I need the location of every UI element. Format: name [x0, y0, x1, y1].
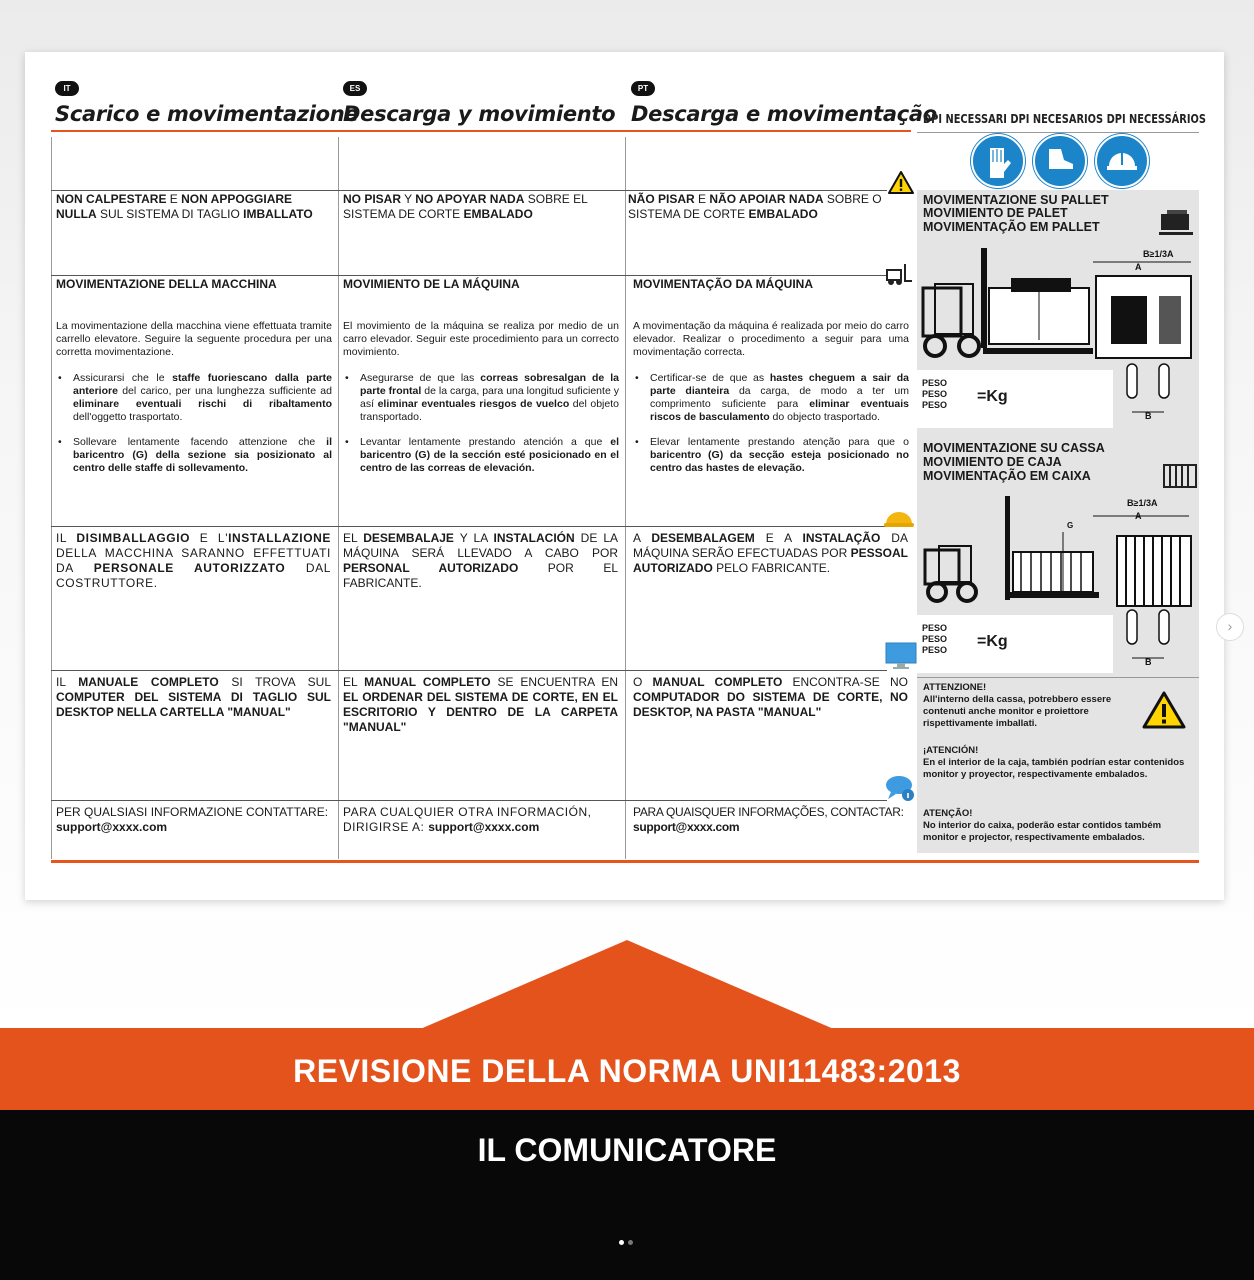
text-segment: eliminar eventuales riesgos de vuelco [377, 398, 570, 410]
crate-icon [1163, 462, 1197, 490]
row-divider [51, 526, 887, 527]
column-divider [338, 137, 339, 859]
text-segment: EL ORDENAR DEL SISTEMA DE CORTE, EN EL ESCRITORIO Y DENTRO DE LA CARPETA "MANUAL" [343, 690, 618, 734]
text-segment: MANUAL COMPLETO [364, 675, 491, 689]
svg-text:G: G [1067, 521, 1074, 530]
row-divider [51, 275, 887, 276]
g-label: G [1039, 277, 1046, 286]
pallet-title-es: MOVIMIENTO DE PALET [923, 206, 1068, 220]
carousel-next-button[interactable]: › [1216, 613, 1244, 641]
contact-label-es: PARA CUALQUIER OTRA INFORMACIÓN, DIRIGIRSE A: [343, 805, 592, 834]
svg-text:B≥1/3A: B≥1/3A [1127, 498, 1158, 508]
handling-intro-es: El movimiento de la máquina se realiza por medio de un carro elevador. Seguir este procedimiento para un correcto movimiento. [343, 320, 619, 358]
contact-email-es[interactable]: support@xxxx.com [428, 820, 540, 834]
banner-black [0, 1110, 1254, 1280]
text-segment: DA MÁQUINA SERÃO EFECTUADAS POR [633, 531, 908, 560]
row-divider [51, 800, 887, 801]
column-divider [51, 137, 52, 859]
text-segment: Levantar lentamente prestando atención a que [360, 436, 611, 448]
banner-arrow [418, 940, 836, 1030]
text-segment: PERSONALE AUTORIZZATO [93, 561, 286, 575]
text-segment: Asegurarse de que las [360, 372, 481, 384]
pallet-title-pt: MOVIMENTAÇÃO EM PALLET [923, 220, 1100, 234]
helmet-yellow-icon [883, 504, 915, 530]
text-segment: A [633, 531, 652, 545]
handling-bullet2-it [56, 436, 332, 475]
text-segment: NON CALPESTARE [56, 192, 167, 206]
text-segment: SOBRE EL SISTEMA DE CORTE [343, 192, 588, 221]
text-segment: E A [754, 531, 803, 545]
banner-orange [0, 1028, 1254, 1110]
text-segment: el baricentro (G) de la sección esté posicionado en el centro de las correas de elevación. [360, 436, 619, 474]
lang-badge-pt: PT [631, 81, 655, 96]
header-rule [51, 130, 911, 132]
text-segment: O [633, 675, 653, 689]
text-segment: COMPUTADOR DO SISTEMA DE CORTE, NO DESKTOP, NA PASTA "MANUAL" [633, 690, 908, 719]
text-segment: correas sobresalgan de la parte frontal [360, 372, 619, 397]
sidebar-divider [917, 677, 1199, 678]
svg-text:A: A [1135, 511, 1142, 521]
attention-text-pt: No interior do caixa, poderão estar contidos também monitor e projector, respectivamente embalados. [923, 820, 1162, 843]
peso-labels-crate [922, 623, 947, 656]
pallet-title-it: MOVIMENTAZIONE SU PALLET [923, 193, 1109, 207]
b-label: B≥1/3A [1143, 249, 1174, 259]
text-segment: INSTALLAZIONE [228, 531, 331, 545]
warning-text-it [56, 192, 331, 222]
text-segment: INSTALAÇÃO [802, 531, 881, 545]
text-segment: E L' [190, 531, 229, 545]
carousel-dot-2[interactable] [628, 1240, 633, 1245]
text-segment: MANUAL COMPLETO [652, 675, 783, 689]
text-segment: dell'oggetto trasportato. [73, 411, 183, 423]
carousel-dot-1[interactable] [619, 1240, 624, 1245]
handling-title-es: MOVIMIENTO DE LA MÁQUINA [343, 277, 520, 291]
pallet-icon [1159, 208, 1195, 240]
contact-pt [633, 805, 913, 835]
peso-pt-crate: PESO [922, 645, 948, 655]
peso-it-crate: PESO [922, 623, 948, 633]
text-segment: ENCONTRA-SE NO [782, 675, 908, 689]
banner-title: REVISIONE DELLA NORMA UNI11483:2013 [293, 1053, 961, 1089]
attention-text-es: En el interior de la caja, también podrían estar contenidos monitor y proyector, respectivamente embalados. [923, 757, 1185, 780]
text-segment: MANUALE COMPLETO [78, 675, 219, 689]
pallet-forklift-diagram [921, 248, 1199, 368]
text-segment: da carga, de modo a ter um comprimento suficiente para [650, 385, 910, 410]
text-segment: POR EL FABRICANTE. [343, 561, 618, 590]
banner-subtitle: IL COMUNICATORE [477, 1132, 777, 1168]
info-chat-icon [885, 774, 915, 802]
text-segment: eliminar eventuais riscos de basculamento [650, 398, 909, 423]
handling-title-it: MOVIMENTAZIONE DELLA MACCHINA [56, 277, 277, 291]
crate-forklift-diagram [921, 496, 1199, 616]
text-segment: eliminare eventuali rischi di ribaltamento [73, 398, 332, 410]
text-segment: SI TROVA SUL [218, 675, 331, 689]
text-segment: NO PISAR [343, 192, 402, 206]
gloves-icon [971, 134, 1025, 188]
fork-spacing-diagram [1117, 362, 1197, 426]
footer-rule [51, 860, 1199, 863]
column-title-es: Descarga y movimiento [343, 102, 616, 126]
attention-es [923, 745, 1191, 781]
text-segment: NÃO PISAR [628, 192, 695, 206]
forklift-icon [885, 262, 913, 286]
warning-text-es [343, 192, 618, 222]
contact-email-it[interactable]: support@xxxx.com [56, 820, 168, 834]
text-segment: PERSONAL AUTORIZADO [343, 561, 519, 575]
manual-text-es [343, 675, 618, 735]
text-segment: do objecto trasportado. [769, 411, 880, 423]
attention-pt [923, 808, 1199, 844]
text-segment: PESSOAL AUTORIZADO [633, 546, 908, 575]
attention-title-it: ATTENZIONE! [923, 682, 987, 693]
manual-text-pt [633, 675, 908, 720]
a-label: A [1135, 262, 1142, 272]
text-segment: DISIMBALLAGGIO [76, 531, 191, 545]
column-title-pt: Descarga e movimentação [631, 102, 937, 126]
b-short-label: B [1145, 411, 1152, 421]
handling-bullet2-es [343, 436, 619, 475]
helmet-icon [1095, 134, 1149, 188]
dpi-header: DPI NECESSARI DPI NECESARIOS DPI NECESSÁRIOS [923, 112, 1206, 126]
text-segment: DAL COSTRUTTORE. [56, 561, 331, 590]
attention-title-pt: ATENÇÃO! [923, 808, 973, 819]
text-segment: SE ENCUENTRA EN [490, 675, 618, 689]
column-title-it: Scarico e movimentazione [55, 102, 359, 126]
contact-it [56, 805, 336, 835]
carousel-dots [617, 1232, 635, 1250]
handling-bullet1-pt [633, 372, 909, 424]
text-segment: SUL SISTEMA DI TAGLIO [96, 207, 244, 221]
document-page [25, 52, 1224, 900]
text-segment: EL [343, 531, 364, 545]
lang-badge-it: IT [55, 81, 79, 96]
text-segment: staffe fuoriescano dalla parte anteriore [73, 372, 332, 397]
text-segment: IL [56, 531, 77, 545]
text-segment: COMPUTER DEL SISTEMA DI TAGLIO SUL DESKTOP NELLA CARTELLA "MANUAL" [56, 690, 331, 719]
pallet-weight-box [917, 370, 1113, 428]
handling-bullet2-pt [633, 436, 909, 475]
text-segment: DESEMBALAGEM [651, 531, 755, 545]
attention-text-it: All'interno della cassa, potrebbero essere contenuti anche monitor e proiettore rispettivamente imballati. [923, 694, 1112, 729]
text-segment: baricentro (G) da secção esteja posicionado no centro das hastes de elevação. [650, 449, 909, 474]
handling-intro-pt: A movimentação da máquina é realizada por meio do carro elevador. Realizar o procedimento a seguir para uma movimentação correcta. [633, 320, 909, 358]
contact-es [343, 805, 623, 835]
text-segment: NON APPOGGIARE NULLA [56, 192, 293, 221]
peso-it: PESO [922, 378, 948, 388]
text-segment: del objeto transportado. [360, 398, 619, 423]
text-segment: IL [56, 675, 79, 689]
svg-text:B: B [1145, 657, 1152, 667]
text-segment: EL [343, 675, 365, 689]
text-segment: IMBALLATO [243, 207, 313, 221]
contact-label-pt: PARA QUAISQUER INFORMAÇÕES, CONTACTAR: [633, 805, 904, 819]
weight-value: =Kg [977, 388, 1008, 405]
text-segment: Y [401, 192, 416, 206]
warning-text-pt [628, 192, 903, 222]
text-segment: Assicurarsi che le [73, 372, 173, 384]
handling-bullet1-es [343, 372, 619, 424]
weight-value-crate: =Kg [977, 633, 1008, 650]
attention-title-es: ¡ATENCIÓN! [923, 745, 979, 756]
text-segment: del carico, per una lunghezza sufficiente ad [117, 385, 332, 397]
text-segment: DE LA MÁQUINA SERÁ LLEVADO A CABO POR [343, 531, 619, 560]
contact-label-it: PER QUALSIASI INFORMAZIONE CONTATTARE: [56, 805, 329, 819]
text-segment: il baricentro (G) della sezione sia posizionato al centro delle staffe di sollevamento. [73, 436, 332, 474]
text-segment: E [166, 192, 182, 206]
text-segment: INSTALACIÓN [493, 531, 575, 545]
handling-title-pt: MOVIMENTAÇÃO DA MÁQUINA [633, 277, 813, 291]
monitor-icon [885, 642, 917, 670]
peso-pt: PESO [922, 400, 948, 410]
attention-it [923, 682, 1133, 730]
text-segment: Elevar lentamente prestando atenção para que o [650, 436, 909, 448]
text-segment: E [694, 192, 710, 206]
text-segment: NÃO APOIAR NADA [709, 192, 824, 206]
safety-shoes-icon [1033, 134, 1087, 188]
text-segment: Certificar-se de que as [650, 372, 770, 384]
contact-email-pt[interactable]: support@xxxx.com [633, 820, 740, 834]
text-segment: SOBRE O SISTEMA DE CORTE [628, 192, 882, 221]
text-segment: de la carga, para una longitud suficiente y así [360, 385, 619, 410]
install-text-es [343, 531, 618, 591]
text-segment: PELO FABRICANTE. [712, 561, 831, 575]
fork-spacing-diagram-crate [1117, 608, 1197, 672]
peso-es-crate: PESO [922, 634, 948, 644]
text-segment: EMBALADO [463, 207, 533, 221]
text-segment: EMBALADO [748, 207, 818, 221]
text-segment: hastes cheguem a sair da parte dianteira [650, 372, 909, 397]
peso-labels [922, 378, 947, 411]
crate-title-it: MOVIMENTAZIONE SU CASSA [923, 441, 1105, 455]
peso-es: PESO [922, 389, 948, 399]
text-segment: DELLA MACCHINA SARANNO EFFETTUATI DA [56, 546, 331, 575]
column-divider [625, 137, 626, 859]
attention-triangle-icon [1141, 690, 1187, 730]
crate-weight-box [917, 615, 1113, 673]
handling-bullet1-it [56, 372, 332, 424]
text-segment: Sollevare lentamente facendo attenzione che [73, 436, 327, 448]
manual-text-it [56, 675, 331, 720]
text-segment: DESEMBALAJE [363, 531, 454, 545]
text-segment: NO APOYAR NADA [415, 192, 525, 206]
row-divider [51, 190, 887, 191]
handling-intro-it: La movimentazione della macchina viene effettuata tramite carrello elevatore. Seguire la seguente procedura per una corretta movimentazione. [56, 320, 332, 358]
dpi-rule [917, 132, 1199, 133]
row-divider [51, 670, 887, 671]
text-segment: Y LA [453, 531, 494, 545]
crate-title-es: MOVIMIENTO DE CAJA [923, 455, 1062, 469]
lang-badge-es: ES [343, 81, 367, 96]
install-text-pt [633, 531, 908, 576]
crate-title-pt: MOVIMENTAÇÃO EM CAIXA [923, 469, 1091, 483]
install-text-it [56, 531, 331, 591]
